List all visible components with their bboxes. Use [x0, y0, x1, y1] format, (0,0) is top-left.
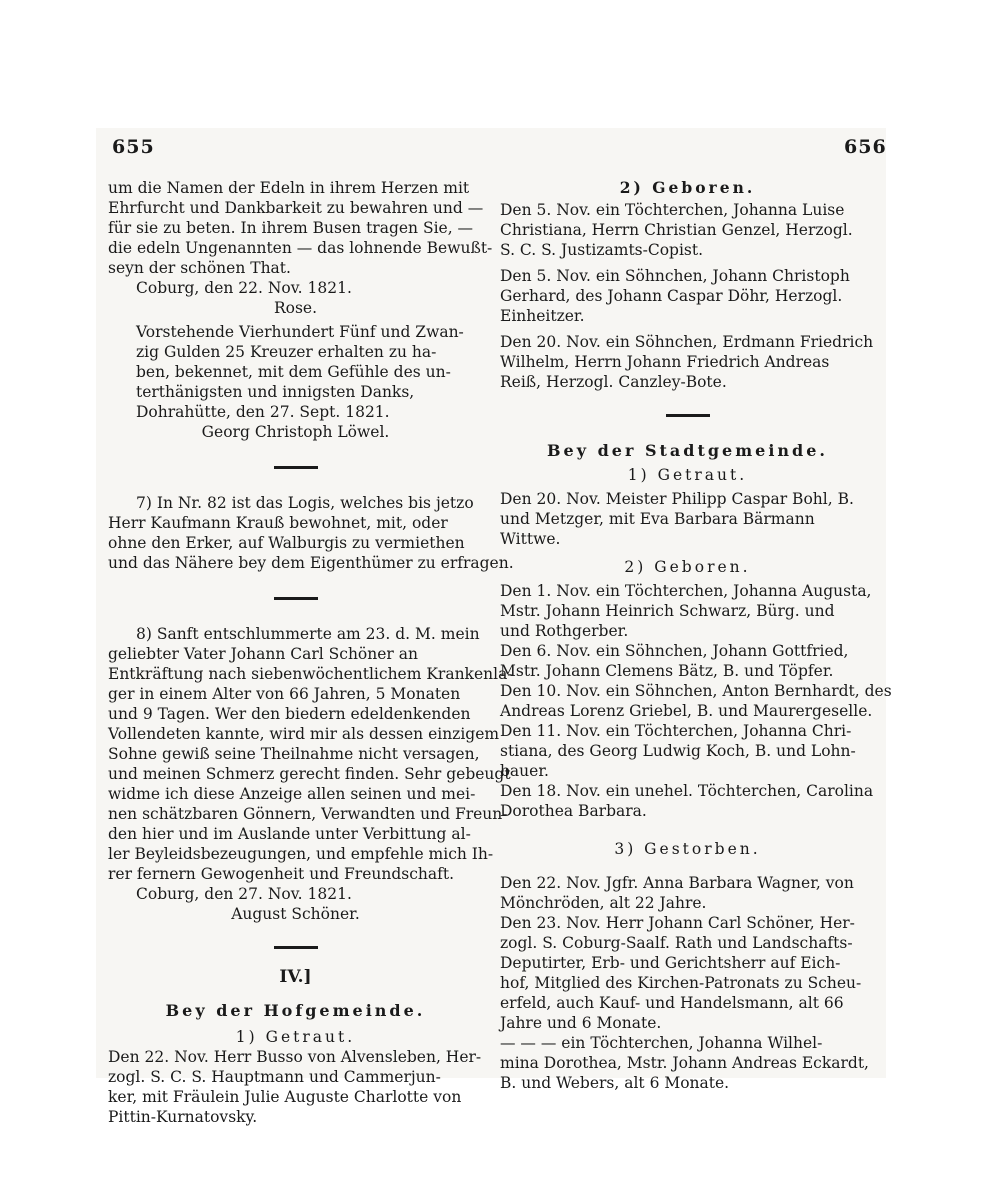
text-line: Jahre und 6 Monate. [500, 1014, 662, 1032]
text-line: Den 1. Nov. ein Töchterchen, Johanna Augusta, [500, 582, 872, 600]
text-line: Wilhelm, Herrn Johann Friedrich Andreas [500, 353, 830, 371]
text-line: Andreas Lorenz Griebel, B. und Maurergeselle. [500, 702, 873, 720]
text-line: Wittwe. [500, 530, 561, 548]
text-line: Den 10. Nov. ein Söhnchen, Anton Bernhardt, des [500, 682, 892, 700]
text-line: 7) In Nr. 82 ist das Logis, welches bis jetzo [136, 494, 474, 512]
subheading: 2) Geboren. [624, 558, 751, 576]
text-line: für sie zu beten. In ihrem Busen tragen Sie, — [108, 219, 474, 237]
signature: Georg Christoph Löwel. [201, 423, 390, 441]
text-line: hof, Mitglied des Kirchen-Patronats zu Scheu- [500, 974, 862, 992]
page-number-left: 655 [112, 136, 155, 158]
text-line: ker, mit Fräulein Julie Auguste Charlotte von [108, 1088, 462, 1106]
paragraph-receipt [108, 322, 483, 402]
signature: August Schöner. [231, 905, 360, 923]
text-line: den hier und im Auslande unter Verbittung al- [108, 825, 471, 843]
text-line: Mstr. Johann Heinrich Schwarz, Bürg. und [500, 602, 835, 620]
text-line: bauer. [500, 762, 549, 780]
text-line: ger in einem Alter von 66 Jahren, 5 Monaten [108, 685, 461, 703]
divider [274, 466, 318, 469]
text-line: Den 22. Nov. Herr Busso von Alvensleben, Her- [108, 1048, 482, 1066]
entry [500, 913, 875, 1033]
subheading: 3) Gestorben. [614, 840, 761, 858]
text-line: Mstr. Johann Clemens Bätz, B. und Töpfer. [500, 662, 834, 680]
text-line: mina Dorothea, Mstr. Johann Andreas Eckardt, [500, 1054, 869, 1072]
text-line: Deputirter, Erb- und Gerichtsherr auf Eich- [500, 954, 841, 972]
entry [500, 721, 875, 781]
text-line: Den 20. Nov. Meister Philipp Caspar Bohl, B. [500, 490, 854, 508]
notice-7 [108, 493, 514, 573]
date-line: Coburg, den 22. Nov. 1821. [136, 279, 352, 297]
text-line: Reiß, Herzogl. Canzley-Bote. [500, 373, 727, 391]
text-line: rer fernern Gewogenheit und Freundschaft. [108, 865, 455, 883]
text-line: Den 23. Nov. Herr Johann Carl Schöner, Her- [500, 914, 855, 932]
text-line: um die Namen der Edeln in ihrem Herzen mit [108, 179, 470, 197]
date-line: Dohrahütte, den 27. Sept. 1821. [136, 403, 390, 421]
text-line: S. C. S. Justizamts-Copist. [500, 241, 704, 259]
entry [500, 781, 875, 821]
text-line: und Metzger, mit Eva Barbara Bärmann [500, 510, 815, 528]
section-heading: Bey der Stadtgemeinde. [547, 441, 828, 460]
divider [666, 414, 710, 417]
text-line: geliebter Vater Johann Carl Schöner an [108, 645, 418, 663]
text-line: Gerhard, des Johann Caspar Döhr, Herzogl. [500, 287, 843, 305]
entry [500, 200, 875, 260]
text-line: Den 6. Nov. ein Söhnchen, Johann Gottfried, [500, 642, 849, 660]
text-line: Vollendeten kannte, wird mir als dessen einzigem [108, 725, 500, 743]
text-line: Herr Kaufmann Krauß bewohnet, mit, oder [108, 514, 448, 532]
text-line: und das Nähere bey dem Eigenthümer zu erfragen. [108, 554, 514, 572]
subheading: 1) Getraut. [627, 466, 748, 484]
text-line: widme ich diese Anzeige allen seinen und mei- [108, 785, 476, 803]
text-line: nen schätzbaren Gönnern, Verwandten und Freun- [108, 805, 508, 823]
text-line: Entkräftung nach siebenwöchentlichem Krankenla- [108, 665, 513, 683]
divider [274, 946, 318, 949]
text-line: Dorothea Barbara. [500, 802, 647, 820]
text-line: Den 5. Nov. ein Töchterchen, Johanna Luise [500, 201, 845, 219]
text-line: Den 11. Nov. ein Töchterchen, Johanna Chri- [500, 722, 852, 740]
text-line: Christiana, Herrn Christian Genzel, Herzogl. [500, 221, 853, 239]
text-line: ohne den Erker, auf Walburgis zu vermiethen [108, 534, 465, 552]
text-line: zogl. S. Coburg-Saalf. Rath und Landschafts- [500, 934, 853, 952]
text-line: zogl. S. C. S. Hauptmann und Cammerjun- [108, 1068, 441, 1086]
text-line: 8) Sanft entschlummerte am 23. d. M. mein [136, 625, 480, 643]
text-line: ben, bekennet, mit dem Gefühle des un- [136, 363, 451, 381]
text-line: seyn der schönen That. [108, 259, 291, 277]
section-number: IV.] [279, 967, 312, 987]
paragraph-thanks [108, 178, 493, 278]
notice-8 [108, 624, 513, 884]
text-line: Den 5. Nov. ein Söhnchen, Johann Christoph [500, 267, 850, 285]
section-heading: Bey der Hofgemeinde. [165, 1001, 426, 1020]
entry [500, 873, 875, 913]
text-line: erfeld, auch Kauf- und Handelsmann, alt 66 [500, 994, 844, 1012]
text-line: Mönchröden, alt 22 Jahre. [500, 894, 707, 912]
text-line: Sohne gewiß seine Theilnahme nicht versagen, [108, 745, 480, 763]
subheading: 1) Getraut. [235, 1028, 356, 1046]
entry [500, 1033, 875, 1093]
text-line: Den 20. Nov. ein Söhnchen, Erdmann Friedrich [500, 333, 874, 351]
text-line: Einheitzer. [500, 307, 585, 325]
text-line: B. und Webers, alt 6 Monate. [500, 1074, 730, 1092]
text-line: Ehrfurcht und Dankbarkeit zu bewahren und — [108, 199, 484, 217]
entry [500, 681, 892, 721]
text-line: ler Beyleidsbezeugungen, und empfehle mich Ih- [108, 845, 494, 863]
text-line: und Rothgerber. [500, 622, 629, 640]
page-number-right: 656 [844, 136, 887, 158]
divider [274, 597, 318, 600]
entry [500, 581, 875, 641]
text-line: terthänigsten und innigsten Danks, [136, 383, 415, 401]
text-line: Den 22. Nov. Jgfr. Anna Barbara Wagner, von [500, 874, 854, 892]
left-column [108, 178, 514, 1127]
date-line: Coburg, den 27. Nov. 1821. [136, 885, 352, 903]
text-line: und meinen Schmerz gerecht finden. Sehr gebeugt [108, 765, 511, 783]
text-line: stiana, des Georg Ludwig Koch, B. und Lohn- [500, 742, 856, 760]
entry [500, 489, 875, 549]
text-line: zig Gulden 25 Kreuzer erhalten zu ha- [136, 343, 437, 361]
entry [500, 266, 875, 326]
subheading: 2) Geboren. [619, 178, 756, 197]
text-line: und 9 Tagen. Wer den biedern edeldenkenden [108, 705, 471, 723]
text-line: Pittin-Kurnatovsky. [108, 1108, 258, 1126]
text-line: die edeln Ungenannten — das lohnende Bewußt- [108, 239, 493, 257]
entry [108, 1047, 483, 1127]
signature: Rose. [273, 299, 318, 317]
text-line: Den 18. Nov. ein unehel. Töchterchen, Carolina [500, 782, 874, 800]
entry [500, 332, 875, 392]
text-line: — — — ein Töchterchen, Johanna Wilhel- [500, 1034, 823, 1052]
entry [500, 641, 875, 681]
text-line: Vorstehende Vierhundert Fünf und Zwan- [136, 323, 464, 341]
right-column [500, 178, 892, 1093]
